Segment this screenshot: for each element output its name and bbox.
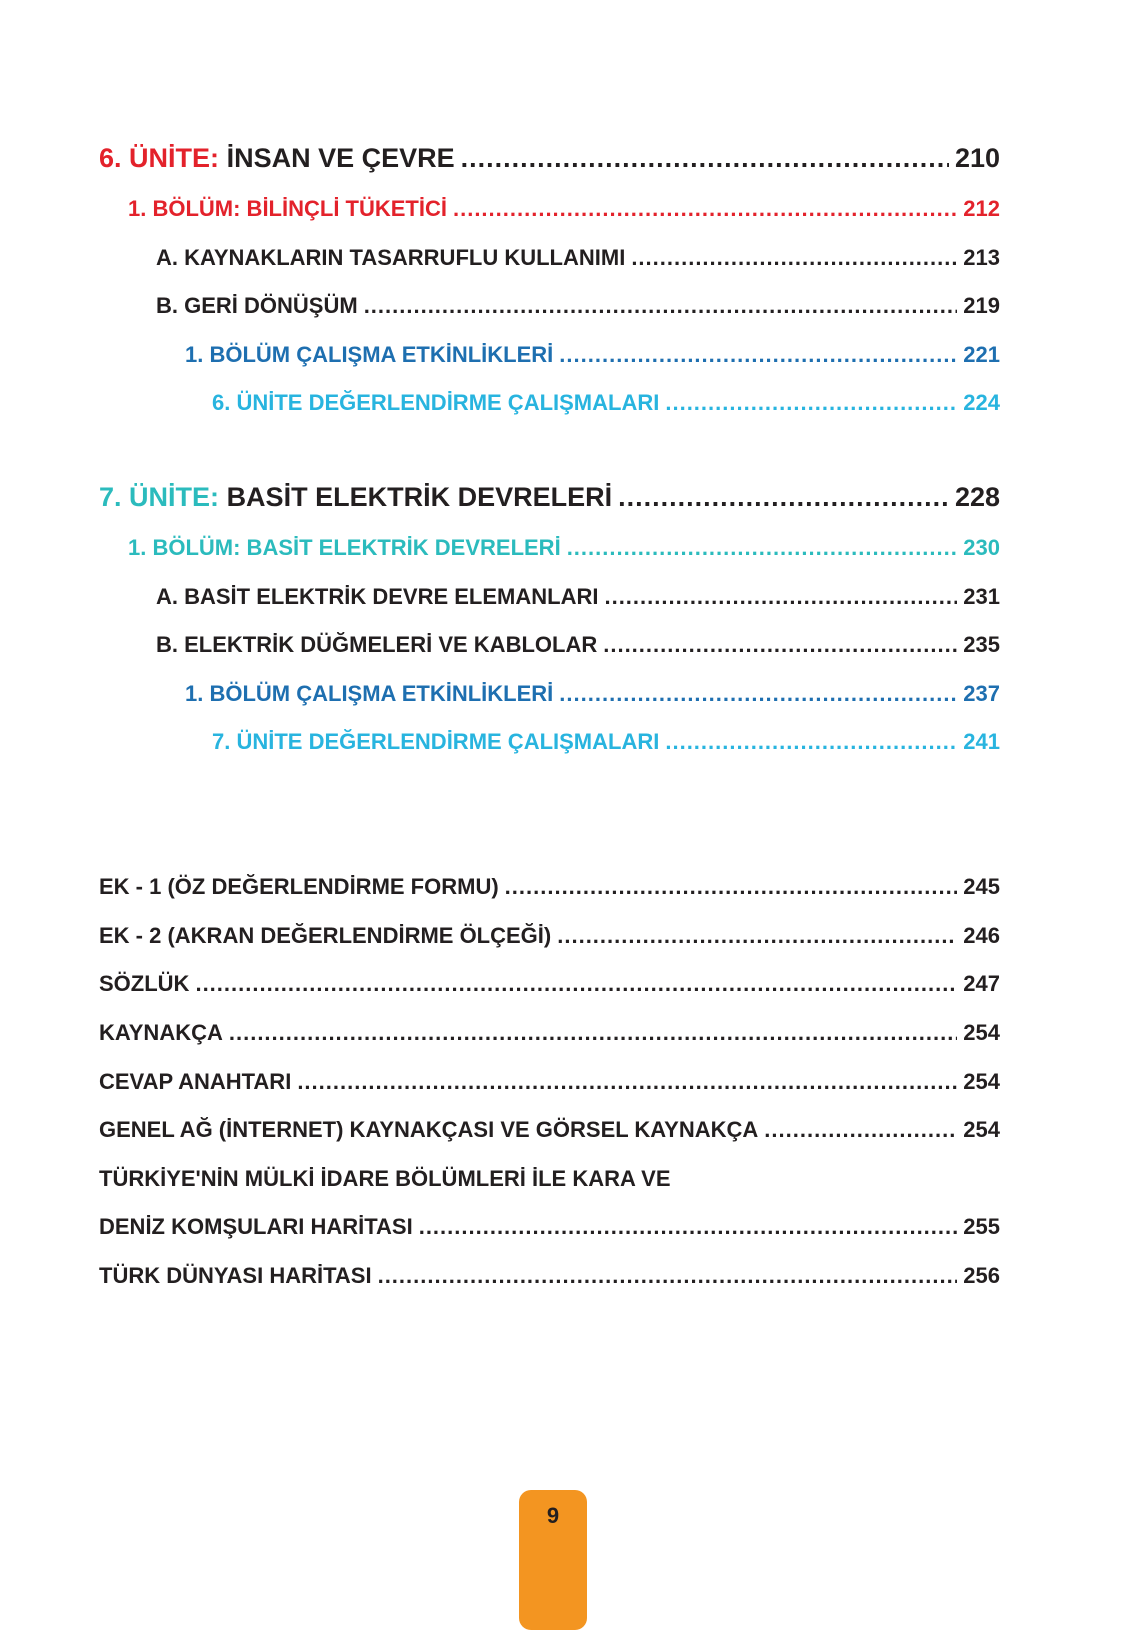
dot-leader: [378, 1263, 958, 1289]
appendix-title: CEVAP ANAHTARI: [99, 1069, 292, 1094]
appendix-title: TÜRK DÜNYASI HARİTASI: [99, 1263, 372, 1288]
subsection-page: 219: [963, 293, 1000, 318]
appendix-page: 246: [963, 923, 1000, 948]
toc-unit-6-evaluation[interactable]: [212, 390, 1000, 416]
unit-6-heading: [99, 143, 455, 174]
appendix-title: GENEL AĞ (İNTERNET) KAYNAKÇASI VE GÖRSEL KAYNAKÇA: [99, 1117, 759, 1142]
dot-leader: [665, 729, 957, 755]
evaluation-title: 7. ÜNİTE DEĞERLENDİRME ÇALIŞMALARI: [212, 729, 660, 754]
unit-6-title: İNSAN VE ÇEVRE: [226, 143, 455, 173]
dot-leader: [559, 681, 957, 707]
toc-unit-6-section[interactable]: [128, 196, 1000, 222]
appendix-page: 254: [963, 1020, 1000, 1045]
dot-leader: [229, 1020, 957, 1046]
toc-admin-map[interactable]: [99, 1214, 1000, 1240]
dot-leader: [631, 245, 957, 271]
page-number-tab: [519, 1490, 587, 1630]
appendix-title: EK - 2 (AKRAN DEĞERLENDİRME ÖLÇEĞİ): [99, 923, 552, 948]
unit-7-number: 7.: [99, 482, 122, 512]
dot-leader: [764, 1117, 957, 1143]
section-page: 212: [963, 196, 1000, 221]
unit-6-prefix: ÜNİTE:: [129, 143, 220, 173]
dot-leader: [604, 584, 957, 610]
section-title: 1. BÖLÜM: BİLİNÇLİ TÜKETİCİ: [128, 196, 447, 221]
appendix-page: 256: [963, 1263, 1000, 1288]
dot-leader: [559, 342, 957, 368]
activities-title: 1. BÖLÜM ÇALIŞMA ETKİNLİKLERİ: [185, 342, 554, 367]
page-number: 9: [546, 1503, 560, 1528]
dot-leader: [297, 1069, 957, 1095]
dot-leader: [567, 535, 958, 561]
toc-admin-map-line-1[interactable]: TÜRKİYE'NİN MÜLKİ İDARE BÖLÜMLERİ İLE KARA VE: [99, 1166, 671, 1191]
toc-glossary[interactable]: [99, 971, 1000, 997]
section-page: 230: [963, 535, 1000, 560]
toc-appendix-2[interactable]: [99, 923, 1000, 949]
unit-7-title: BASİT ELEKTRİK DEVRELERİ: [226, 482, 613, 512]
unit-6-number: 6.: [99, 143, 122, 173]
appendix-title: SÖZLÜK: [99, 971, 190, 996]
subsection-title: A. KAYNAKLARIN TASARRUFLU KULLANIMI: [156, 245, 626, 270]
toc-unit-7-evaluation[interactable]: [212, 729, 1000, 755]
toc-turkic-world-map[interactable]: [99, 1263, 1000, 1289]
toc-bibliography[interactable]: [99, 1020, 1000, 1046]
unit-7-prefix: ÜNİTE:: [129, 482, 220, 512]
subsection-title: B. GERİ DÖNÜŞÜM: [156, 293, 358, 318]
toc-appendix-1[interactable]: [99, 874, 1000, 900]
dot-leader: [419, 1214, 958, 1240]
toc-unit-6-subsection-b[interactable]: [156, 293, 1000, 319]
toc-unit-7-section[interactable]: [128, 535, 1000, 561]
activities-page: 237: [963, 681, 1000, 706]
appendix-page: 254: [963, 1117, 1000, 1142]
appendix-page: 255: [963, 1214, 1000, 1239]
subsection-title: A. BASİT ELEKTRİK DEVRE ELEMANLARI: [156, 584, 599, 609]
toc-internet-sources[interactable]: [99, 1117, 1000, 1143]
unit-7-heading: [99, 482, 612, 513]
subsection-page: 235: [963, 632, 1000, 657]
evaluation-page: 241: [963, 729, 1000, 754]
dot-leader: [557, 923, 957, 949]
unit-6-page: 210: [954, 143, 1000, 173]
dot-leader: [453, 196, 957, 222]
toc-unit-6-activities[interactable]: [185, 342, 1000, 368]
appendix-page: 247: [963, 971, 1000, 996]
appendix-page: 245: [963, 874, 1000, 899]
toc-unit-7-activities[interactable]: [185, 681, 1000, 707]
toc-unit-6[interactable]: [99, 143, 1000, 174]
unit-7-page: 228: [954, 482, 1000, 512]
dot-leader: [364, 293, 958, 319]
section-title: 1. BÖLÜM: BASİT ELEKTRİK DEVRELERİ: [128, 535, 561, 560]
subsection-page: 213: [963, 245, 1000, 270]
appendix-page: 254: [963, 1069, 1000, 1094]
appendix-title: KAYNAKÇA: [99, 1020, 223, 1045]
toc-unit-6-subsection-a[interactable]: [156, 245, 1000, 271]
evaluation-page: 224: [963, 390, 1000, 415]
dot-leader: [618, 482, 949, 513]
dot-leader: [461, 143, 949, 174]
dot-leader: [665, 390, 957, 416]
subsection-title: B. ELEKTRİK DÜĞMELERİ VE KABLOLAR: [156, 632, 598, 657]
subsection-page: 231: [963, 584, 1000, 609]
activities-title: 1. BÖLÜM ÇALIŞMA ETKİNLİKLERİ: [185, 681, 554, 706]
activities-page: 221: [963, 342, 1000, 367]
dot-leader: [603, 632, 957, 658]
toc-answer-key[interactable]: [99, 1069, 1000, 1095]
dot-leader: [195, 971, 957, 997]
toc-unit-7-subsection-a[interactable]: [156, 584, 1000, 610]
evaluation-title: 6. ÜNİTE DEĞERLENDİRME ÇALIŞMALARI: [212, 390, 660, 415]
toc-unit-7[interactable]: [99, 482, 1000, 513]
toc-unit-7-subsection-b[interactable]: [156, 632, 1000, 658]
appendix-title: DENİZ KOMŞULARI HARİTASI: [99, 1214, 413, 1239]
dot-leader: [505, 874, 958, 900]
appendix-title: EK - 1 (ÖZ DEĞERLENDİRME FORMU): [99, 874, 499, 899]
